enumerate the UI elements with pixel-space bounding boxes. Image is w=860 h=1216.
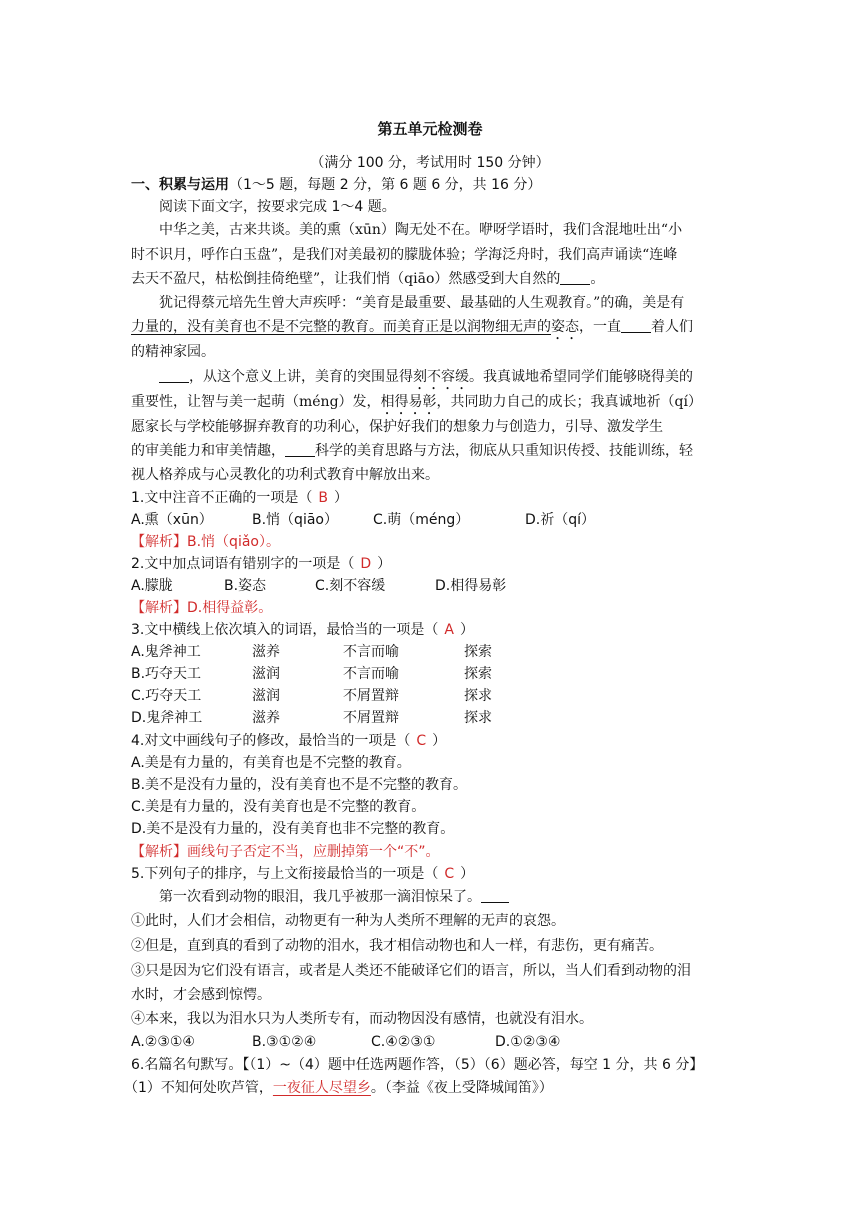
q1-options [131, 510, 595, 530]
q5-stem [131, 864, 474, 884]
question-text: ） [459, 622, 474, 638]
q4-answer: C [416, 733, 427, 749]
passage-p1-line3 [131, 269, 604, 289]
passage-p2-line1: 犹记得蔡元培先生曾大声疾呼：“美育是最重要、最基础的人生观教育。”的确，美是有 [159, 295, 685, 311]
q5-sentence-4: ④本来，我以为泪水只为人类所专有，而动物因没有感情，也就没有泪水。 [131, 1011, 593, 1027]
passage-text: ，从这个意义上讲，美育的突围显得 [189, 369, 413, 385]
option-cell: 滋养 [252, 710, 280, 726]
q3-option-row-c [131, 686, 492, 706]
reading-instruction: 阅读下面文字，按要求完成 1～4 题。 [159, 199, 396, 215]
q3-option-row-b [131, 664, 492, 684]
question-text: 5.下列句子的排序，与上文衔接最恰当的一项是（ [131, 866, 439, 882]
passage-p2-line2 [131, 317, 693, 343]
option-cell: 滋润 [252, 688, 280, 704]
passage-text: 。 [590, 271, 605, 287]
option-cell: 探索 [464, 666, 492, 682]
dotted-word-kebu: 刻不容缓 [413, 369, 469, 385]
option-cell: 不言而喻 [343, 666, 399, 682]
option-cell: 不屑置辩 [343, 688, 399, 704]
q3-answer: A [444, 622, 454, 638]
q2-option-c: C.刻不容缓 [315, 578, 386, 594]
q2-answer: D [360, 556, 372, 572]
q5-answer: C [444, 866, 455, 882]
passage-text: 重要性，让智与美一起萌（méng）发， [131, 394, 381, 410]
q5-sentence-2: ②但是，直到真的看到了动物的泪水，我才相信动物也和人一样，有悲伤，更有痛苦。 [131, 938, 663, 954]
q5-sentence-3b: 水时，才会感到惊愕。 [131, 987, 271, 1003]
q1-option-b: B.悄（qiāo） [252, 512, 338, 528]
passage-text: 着人们 [651, 319, 693, 335]
q4-option-d: D.美不是没有力量的，没有美育也非不完整的教育。 [131, 821, 455, 837]
option-cell: 滋养 [252, 644, 280, 660]
passage-p1-line2: 时不识月，呼作白玉盘”，是我们对美最初的朦胧体验；学海泛舟时，我们高声诵读“连峰 [131, 247, 678, 263]
q4-option-a: A.美是有力量的，有美育也是不完整的教育。 [131, 755, 411, 771]
q6-item-text: 。（李益《夜上受降城闻笛》） [370, 1080, 553, 1096]
q5-option-a: A.②③①④ [131, 1034, 195, 1050]
q5-lead-sentence [159, 887, 509, 907]
q5-sentence-3a: ③只是因为它们没有语言，或者是人类还不能破译它们的语言，所以，当人们看到动物的泪 [131, 963, 691, 979]
q5-options [131, 1032, 560, 1052]
q3-stem [131, 620, 474, 640]
section-note: （1～5 题，每题 2 分，第 6 题 6 分，共 16 分） [229, 177, 542, 193]
section-heading [131, 175, 541, 195]
q1-option-a: A.熏（xūn） [131, 512, 213, 528]
fill-blank-2 [621, 318, 651, 333]
q2-option-d: D.相得易彰 [435, 578, 507, 594]
fill-blank-3 [159, 368, 189, 383]
passage-text: 的审美能力和审美情趣， [131, 443, 285, 459]
passage-text: 科学的美育思路与方法，彻底从只重知识传授、技能训练，轻 [315, 443, 693, 459]
underlined-sentence: 力量的，没有美育也不是不完整的教育。而美育正是以润物细无声的 [131, 319, 551, 335]
q4-option-b: B.美不是没有力量的，没有美育也不是不完整的教育。 [131, 777, 468, 793]
passage-p3-line1 [159, 367, 693, 393]
question-text: ） [333, 490, 348, 506]
option-cell: C.巧夺天工 [131, 688, 202, 704]
passage-text: 去天不盈尺，枯松倒挂倚绝壁”，让我们悄（qiāo）然感受到大自然的 [131, 271, 561, 287]
q5-option-b: B.③①②④ [252, 1034, 317, 1050]
q1-option-c: C.萌（méng） [373, 512, 470, 528]
analysis-label: 【解析】 [131, 844, 187, 860]
q4-analysis [131, 842, 440, 862]
passage-p3-line5: 视人格养成与心灵教化的功利式教育中解放出来。 [131, 467, 439, 483]
question-text: ） [432, 733, 447, 749]
q6-stem: 6.名篇名句默写。【（1）~（4）题中任选两题作答，（5）（6）题必答，每空 1 分，共 6 分】 [131, 1057, 704, 1073]
option-cell: 探求 [464, 710, 492, 726]
q1-answer: B [318, 490, 328, 506]
q4-stem [131, 731, 446, 751]
q2-stem [131, 554, 391, 574]
q2-option-a: A.朦胧 [131, 578, 173, 594]
lead-text: 第一次看到动物的眼泪，我几乎被那一滴泪惊呆了。 [159, 889, 481, 905]
passage-text: 。我真诚地希望同学们能够晓得美的 [469, 369, 693, 385]
option-cell: 不屑置辩 [343, 710, 399, 726]
section-title: 一、积累与运用 [131, 177, 229, 193]
passage-p3-line4 [131, 441, 693, 461]
analysis-label: 【解析】 [131, 600, 187, 616]
q2-options [131, 576, 506, 596]
question-text: 1.文中注音不正确的一项是（ [131, 490, 313, 506]
option-cell: 探求 [464, 688, 492, 704]
analysis-text: B.悄（qiǎo）。 [187, 534, 280, 550]
question-text: ） [377, 556, 392, 572]
passage-p3-line3: 愿家长与学校能够摒弃教育的功利心，保护好我们的想象力与创造力，引导、激发学生 [131, 419, 663, 435]
option-cell: B.巧夺天工 [131, 666, 202, 682]
dotted-word-zitai: 姿态 [551, 319, 579, 335]
q5-sentence-1: ①此时，人们才会相信，动物更有一种为人类所不理解的无声的哀怨。 [131, 913, 565, 929]
exam-subtitle: （满分 100 分，考试用时 150 分钟） [310, 155, 550, 171]
q6-item-text: （1）不知何处吹芦管， [124, 1080, 273, 1096]
fill-blank-5 [481, 888, 509, 903]
option-cell: 滋润 [252, 666, 280, 682]
fill-blank-1 [560, 270, 590, 285]
q5-option-c: C.④②③① [371, 1034, 436, 1050]
q3-option-row-d [131, 708, 492, 728]
exam-title: 第五单元检测卷 [377, 120, 483, 138]
question-text: 3.文中横线上依次填入的词语，最恰当的一项是（ [131, 622, 439, 638]
q4-option-c: C.美是有力量的，没有美育也是不完整的教育。 [131, 799, 426, 815]
option-cell: D.鬼斧神工 [131, 710, 203, 726]
passage-p3-line2 [131, 392, 702, 418]
q1-analysis [131, 532, 280, 552]
option-cell: 探索 [464, 644, 492, 660]
analysis-label: 【解析】 [131, 534, 187, 550]
q2-analysis [131, 598, 272, 618]
passage-p2-line3: 的精神家园。 [131, 344, 215, 360]
q6-item-1 [124, 1078, 553, 1098]
q5-option-d: D.①②③④ [495, 1034, 561, 1050]
q1-option-d: D.祈（qí） [525, 512, 596, 528]
analysis-text: D.相得益彰。 [187, 600, 273, 616]
passage-p1-line1: 中华之美，古来共谈。美的熏（xūn）陶无处不在。咿呀学语时，我们含混地吐出“小 [159, 222, 683, 238]
dotted-word-xiangde: 相得易彰 [380, 394, 437, 410]
fill-blank-4 [285, 442, 315, 457]
question-text: 2.文中加点词语有错别字的一项是（ [131, 556, 355, 572]
q3-option-row-a [131, 642, 492, 662]
passage-text: ，一直 [579, 319, 621, 335]
option-cell: A.鬼斧神工 [131, 644, 201, 660]
question-text: 4.对文中画线句子的修改，最恰当的一项是（ [131, 733, 411, 749]
q6-item-1-answer: 一夜征人尽望乡 [272, 1080, 371, 1096]
passage-text: ，共同助力自己的成长；我真诚地祈（qí） [436, 394, 702, 410]
analysis-text: 画线句子否定不当，应删掉第一个“不”。 [187, 844, 440, 860]
option-cell: 不言而喻 [343, 644, 399, 660]
q2-option-b: B.姿态 [224, 578, 267, 594]
question-text: ） [460, 866, 475, 882]
q1-stem [131, 488, 348, 508]
